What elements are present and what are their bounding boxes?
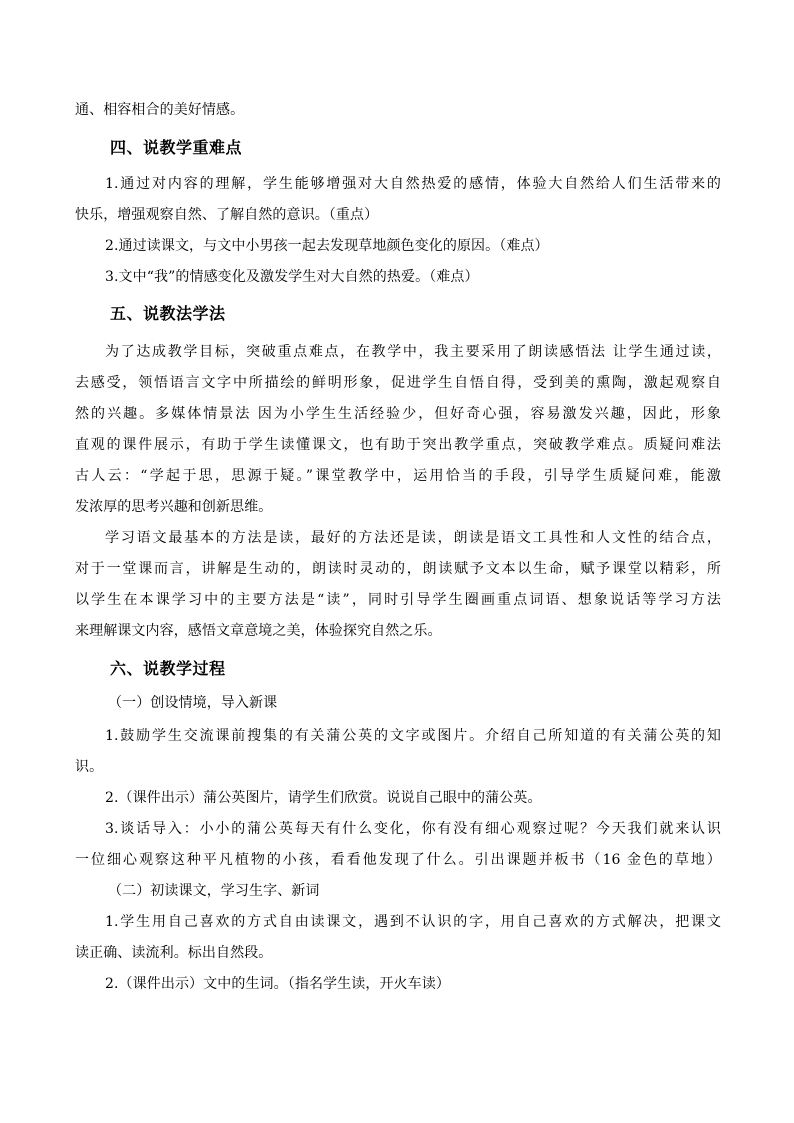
paragraph-line: 为了达成教学目标，突破重点难点，在教学中，我主要采用了朗读感悟法 让学生通过读， bbox=[105, 344, 721, 360]
paragraph-line: 3.文中“我”的情感变化及激发学生对大自然的热爱。（难点） bbox=[105, 269, 479, 285]
subsection-heading: （二）初读课文，学习生字、新词 bbox=[108, 883, 320, 899]
paragraph-line: 3.谈话导入：小小的蒲公英每天有什么变化，你有没有细心观察过呢？今天我们就来认识 bbox=[105, 821, 721, 837]
paragraph-line: 通、相容相合的美好情感。 bbox=[75, 102, 245, 118]
paragraph-line: 2.通过读课文，与文中小男孩一起去发现草地颜色变化的原因。（难点） bbox=[105, 238, 549, 254]
paragraph-line: 以学生在本课学习中的主要方法是“读”，同时引导学生圈画重点词语、想象说话等学习方法 bbox=[75, 592, 721, 608]
paragraph-line: 对于一堂课而言，讲解是生动的，朗读时灵动的，朗读赋予文本以生命，赋予课堂以精彩，所 bbox=[75, 561, 721, 577]
paragraph-line: 古人云：“学起于思，思源于疑。”课堂教学中，运用恰当的手段，引导学生质疑问难，能激 bbox=[75, 468, 721, 484]
paragraph-line: 1.鼓励学生交流课前搜集的有关蒲公英的文字或图片。介绍自己所知道的有关蒲公英的知 bbox=[105, 728, 721, 744]
paragraph-line: 发浓厚的思考兴趣和创新思维。 bbox=[75, 499, 273, 515]
paragraph-line: 直观的课件展示，有助于学生读懂课文，也有助于突出教学重点，突破教学难点。质疑问难法 bbox=[75, 437, 721, 453]
paragraph-line: 2.（课件出示）蒲公英图片，请学生们欣赏。说说自己眼中的蒲公英。 bbox=[105, 790, 542, 806]
section-heading-5: 五、说教法学法 bbox=[110, 304, 226, 323]
paragraph-line: 去感受，领悟语言文字中所描绘的鲜明形象，促进学生自悟自得，受到美的熏陶，激起观察自 bbox=[75, 375, 721, 391]
paragraph-line: 读正确、读流利。标出自然段。 bbox=[75, 945, 273, 961]
section-heading-6: 六、说教学过程 bbox=[110, 659, 226, 678]
paragraph-line: 快乐，增强观察自然、了解自然的意识。（重点） bbox=[75, 207, 379, 223]
paragraph-line: 一位细心观察这种平凡植物的小孩，看看他发现了什么。引出课题并板书（16 金色的草地） bbox=[75, 852, 721, 868]
paragraph-line: 2.（课件出示）文中的生词。（指名学生读，开火车读） bbox=[105, 976, 450, 992]
paragraph-line: 然的兴趣。多媒体情景法 因为小学生生活经验少，但好奇心强，容易激发兴趣，因此，形象 bbox=[75, 406, 721, 422]
paragraph-line: 来理解课文内容，感悟文章意境之美，体验探究自然之乐。 bbox=[75, 623, 442, 639]
paragraph-line: 学习语文最基本的方法是读，最好的方法还是读，朗读是语文工具性和人文性的结合点， bbox=[105, 530, 721, 546]
paragraph-line: 1.学生用自己喜欢的方式自由读课文，遇到不认识的字，用自己喜欢的方式解决，把课文 bbox=[105, 914, 721, 930]
paragraph-line: 识。 bbox=[75, 759, 104, 775]
section-heading-4: 四、说教学重难点 bbox=[110, 138, 243, 157]
paragraph-line: 1.通过对内容的理解，学生能够增强对大自然热爱的感情，体验大自然给人们生活带来的 bbox=[105, 176, 721, 192]
subsection-heading: （一）创设情境，导入新课 bbox=[108, 695, 278, 711]
